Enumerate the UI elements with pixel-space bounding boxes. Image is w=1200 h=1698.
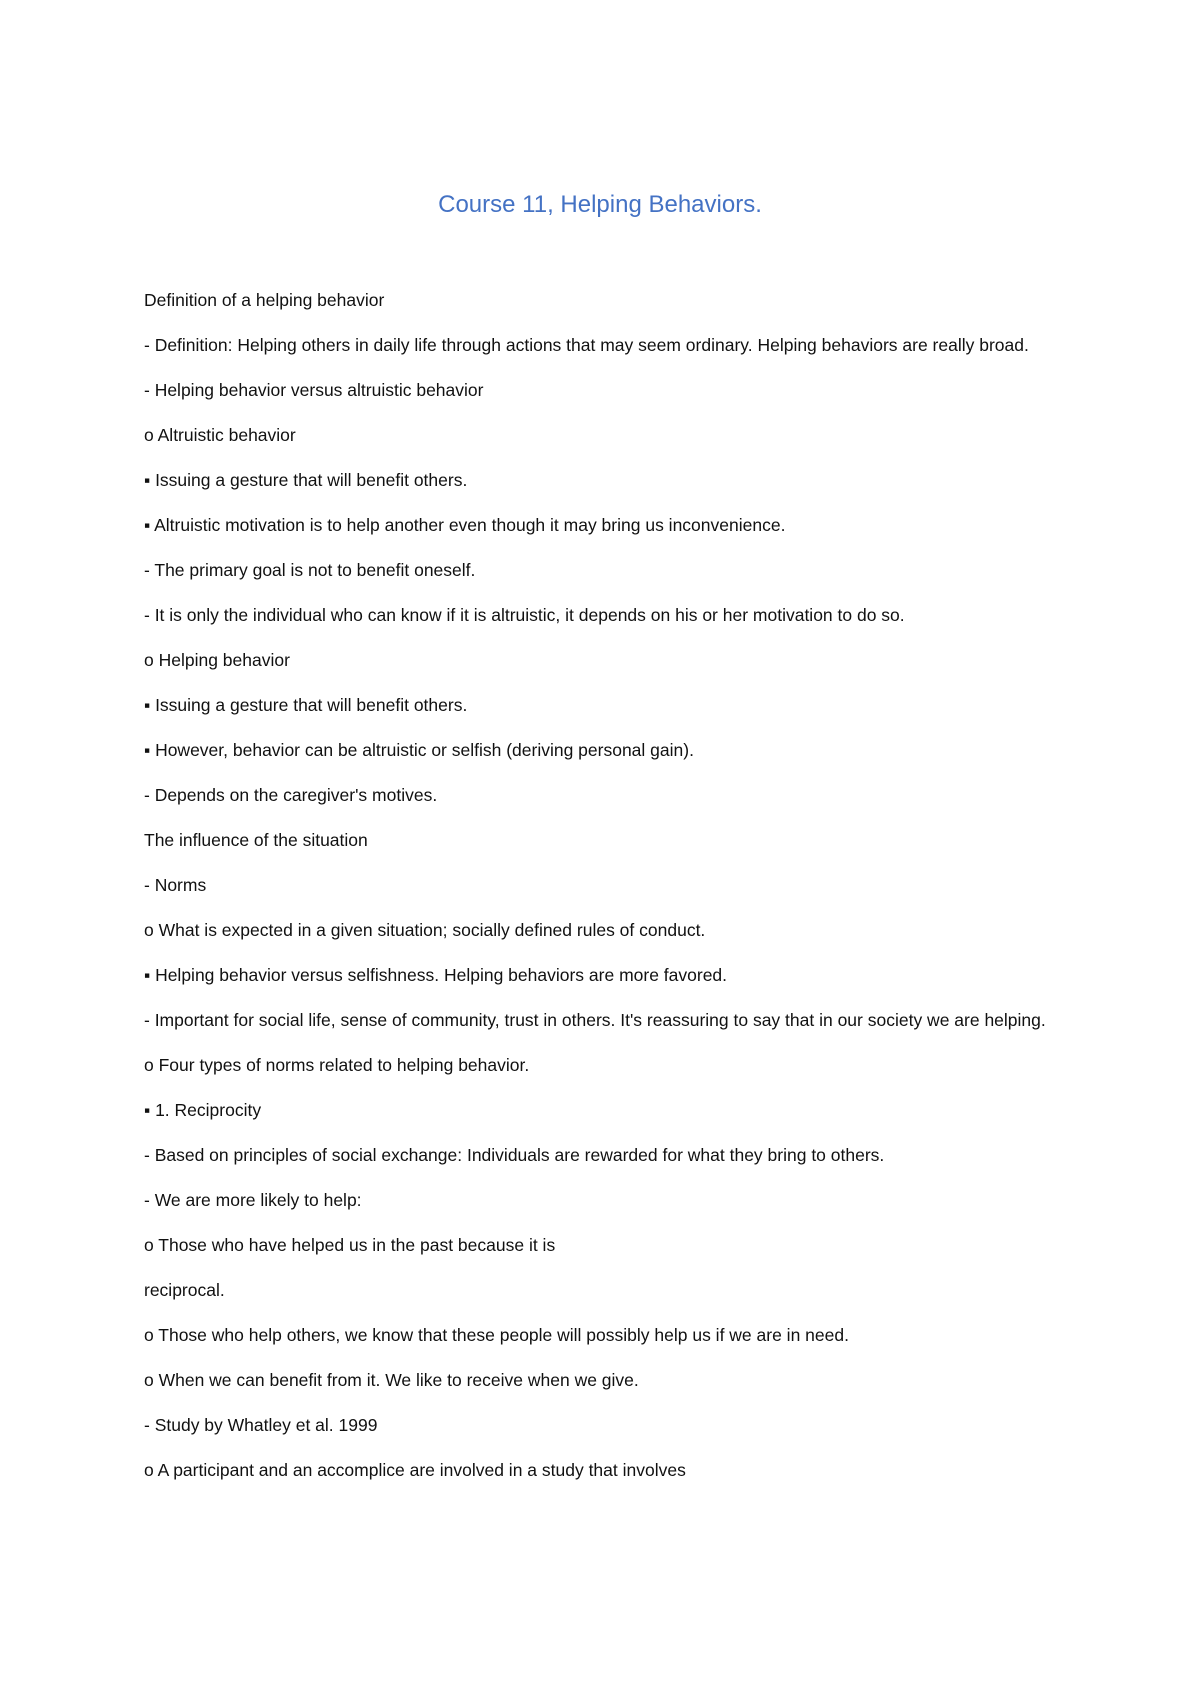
body-paragraph: o What is expected in a given situation; socially defined rules of conduct. bbox=[144, 920, 706, 940]
body-paragraph: - Based on principles of social exchange: Individuals are rewarded for what they bring to others. bbox=[144, 1145, 885, 1165]
body-paragraph: o Those who have helped us in the past because it is bbox=[144, 1235, 556, 1255]
body-paragraph: - We are more likely to help: bbox=[144, 1190, 362, 1210]
document-body bbox=[144, 286, 1064, 1501]
body-paragraph: ▪ 1. Reciprocity bbox=[144, 1100, 262, 1120]
document-title: Course 11, Helping Behaviors. bbox=[438, 191, 762, 218]
body-paragraph: - Important for social life, sense of community, trust in others. It's reassuring to say that in our society we are helping. bbox=[144, 1010, 1046, 1030]
section-heading: Definition of a helping behavior bbox=[144, 290, 385, 310]
body-paragraph: ▪ Issuing a gesture that will benefit others. bbox=[144, 470, 468, 490]
body-paragraph: - Study by Whatley et al. 1999 bbox=[144, 1415, 378, 1435]
body-paragraph: ▪ However, behavior can be altruistic or selfish (deriving personal gain). bbox=[144, 740, 694, 760]
body-paragraph: - Depends on the caregiver's motives. bbox=[144, 785, 438, 805]
body-paragraph: ▪ Helping behavior versus selfishness. Helping behaviors are more favored. bbox=[144, 965, 728, 985]
body-paragraph: - Norms bbox=[144, 875, 207, 895]
body-paragraph: o When we can benefit from it. We like to receive when we give. bbox=[144, 1370, 639, 1390]
body-paragraph: - The primary goal is not to benefit oneself. bbox=[144, 560, 476, 580]
body-paragraph: - Helping behavior versus altruistic behavior bbox=[144, 380, 484, 400]
section-heading: The influence of the situation bbox=[144, 830, 368, 850]
body-paragraph: o Four types of norms related to helping behavior. bbox=[144, 1055, 530, 1075]
body-paragraph: o Those who help others, we know that these people will possibly help us if we are in need. bbox=[144, 1325, 849, 1345]
body-paragraph: o A participant and an accomplice are involved in a study that involves bbox=[144, 1460, 686, 1480]
body-paragraph: - It is only the individual who can know if it is altruistic, it depends on his or her motivation to do so. bbox=[144, 605, 905, 625]
body-paragraph: reciprocal. bbox=[144, 1280, 225, 1300]
body-paragraph: ▪ Issuing a gesture that will benefit others. bbox=[144, 695, 468, 715]
body-paragraph: o Altruistic behavior bbox=[144, 425, 296, 445]
body-paragraph: o Helping behavior bbox=[144, 650, 290, 670]
body-paragraph: - Definition: Helping others in daily life through actions that may seem ordinary. Helping behaviors are really broad. bbox=[144, 335, 1029, 355]
body-paragraph: ▪ Altruistic motivation is to help another even though it may bring us inconvenience. bbox=[144, 515, 786, 535]
